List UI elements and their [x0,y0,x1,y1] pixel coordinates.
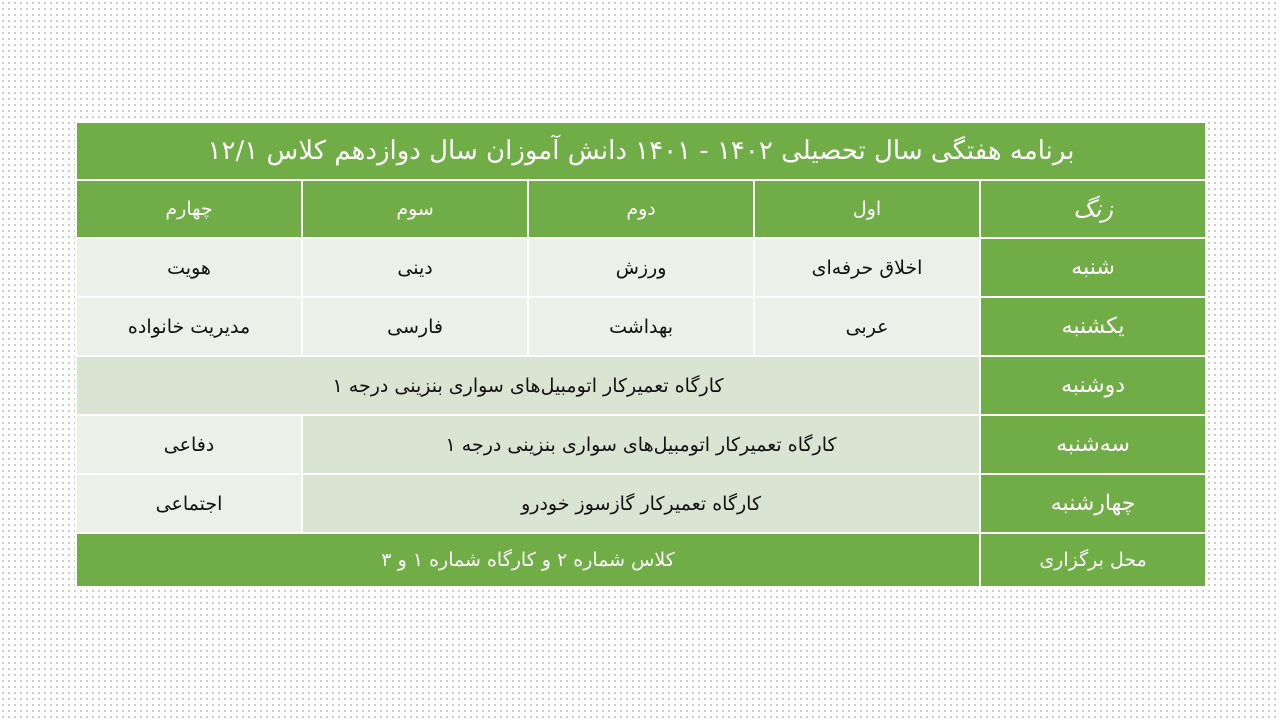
cell-sunday-period-3: فارسی [302,297,528,356]
weekly-schedule-table [75,121,1207,588]
cell-sunday-period-4: مدیریت خانواده [76,297,302,356]
cell-tuesday-period-4: دفاعی [76,415,302,474]
period-header-row [76,180,1206,238]
cell-saturday-period-2: ورزش [528,238,754,297]
day-label-monday: دوشنبه [980,356,1206,415]
schedule-title: برنامه هفتگی سال تحصیلی ۱۴۰۲ - ۱۴۰۱ دانش آموزان سال دوازدهم کلاس ۱۲/۱ [76,122,1206,180]
cell-wednesday-period-4: اجتماعی [76,474,302,533]
period-header-3: سوم [302,180,528,238]
day-row-saturday [76,238,1206,297]
cell-sunday-period-2: بهداشت [528,297,754,356]
day-label-tuesday: سه‌شنبه [980,415,1206,474]
day-row-monday [76,356,1206,415]
day-label-wednesday: چهارشنبه [980,474,1206,533]
period-header-4: چهارم [76,180,302,238]
cell-saturday-period-4: هویت [76,238,302,297]
cell-monday-workshop: کارگاه تعمیرکار اتومبیل‌های سواری بنزینی درجه ۱ [76,356,980,415]
day-label-saturday: شنبه [980,238,1206,297]
day-label-sunday: یکشنبه [980,297,1206,356]
cell-saturday-period-3: دینی [302,238,528,297]
bell-header-cell: زنگ [980,180,1206,238]
cell-sunday-period-1: عربی [754,297,980,356]
cell-wednesday-workshop: کارگاه تعمیرکار گازسوز خودرو [302,474,980,533]
venue-value: کلاس شماره ۲ و کارگاه شماره ۱ و ۳ [76,533,980,587]
venue-label: محل برگزاری [980,533,1206,587]
day-row-tuesday [76,415,1206,474]
cell-saturday-period-1: اخلاق حرفه‌ای [754,238,980,297]
cell-tuesday-workshop: کارگاه تعمیرکار اتومبیل‌های سواری بنزینی درجه ۱ [302,415,980,474]
period-header-1: اول [754,180,980,238]
day-row-wednesday [76,474,1206,533]
period-header-2: دوم [528,180,754,238]
title-row [76,122,1206,180]
venue-row [76,533,1206,587]
day-row-sunday [76,297,1206,356]
